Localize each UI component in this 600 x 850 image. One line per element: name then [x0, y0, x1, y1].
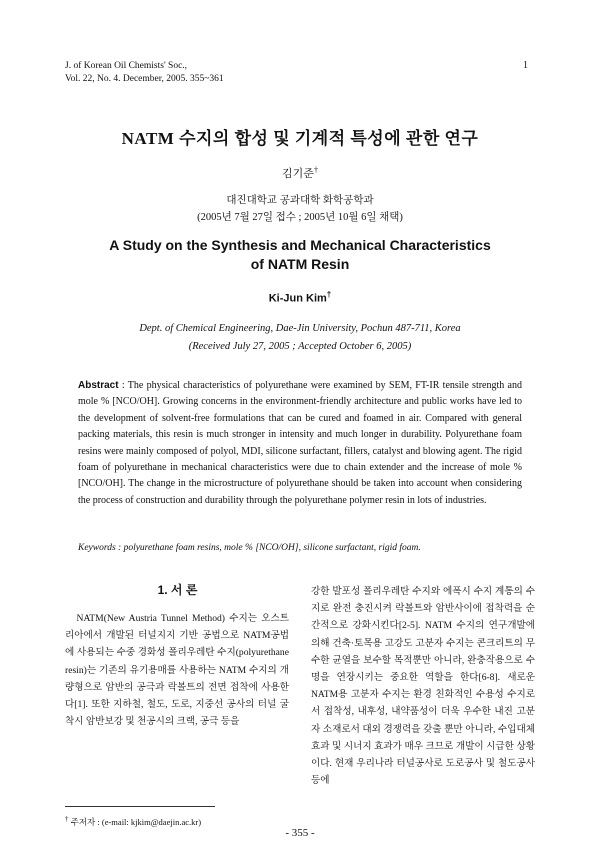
footnote [65, 815, 201, 828]
korean-author-name: 김기준 [282, 168, 314, 180]
journal-name: J. of Korean Oil Chemists' Soc., [65, 61, 188, 71]
body-column-left [65, 610, 289, 730]
korean-author [0, 165, 600, 181]
abstract [78, 378, 522, 509]
english-dates: (Received July 27, 2005 ; Accepted October 6, 2005) [188, 341, 412, 352]
english-title [0, 236, 600, 274]
footnote-mark: † [65, 815, 69, 823]
section-heading: 1. 서 론 [157, 583, 198, 597]
english-title-line1: A Study on the Synthesis and Mechanical Characteristics [109, 237, 491, 253]
abstract-text: : The physical characteristics of polyurethane were examined by SEM, FT-IR tensile strength and mole % [NCO/OH]. Growing concerns in the environment-friendly architecture and public works have led to the development of solvent-free formulations that can be cured and foamed in air. Compared with general packing materials, this resin is much stronger in intensity and much longer in durability. Polyurethane foam resins were mainly composed of polyol, MDI, silicone surfactant, fillers, catalyst and blowing agent. The rigid foam of polyurethane in mechanical characteristics were due to chain extender and the increase of mole % [NCO/OH]. The change in the microstructure of polyurethane should be taken into account when considering the process of construction and durability through the polyurethane polymer resin in lots of industries. [78, 380, 522, 506]
english-author [0, 290, 600, 305]
footnote-text: 주저자 : (e-mail: kjkim@daejin.ac.kr) [70, 816, 202, 827]
footnote-divider [65, 806, 215, 807]
english-author-name: Ki-Jun Kim [268, 292, 327, 305]
keywords-label: Keywords [78, 543, 116, 553]
keywords-text: : polyurethane foam resins, mole % [NCO/OH], silicone surfactant, rigid foam. [118, 543, 421, 553]
keywords [78, 543, 522, 553]
english-affiliation: Dept. of Chemical Engineering, Dae-Jin University, Pochun 487-711, Korea [139, 323, 461, 334]
korean-affiliation-block [0, 192, 600, 226]
abstract-label: Abstract [78, 380, 119, 391]
body-paragraph: NATM(New Austria Tunnel Method) 수지는 오스트리아에서 개발된 터널지지 기반 공법으로 NATM공법에 사용되는 수중 경화성 폴리우레탄 수지(polyurethane resin)는 기존의 유기용매를 사용하는 NATM 수지의 개량형으로 암반의 공극과 락볼트의 전면 접착에 사용한다[1]. 또한 지하철, 철도, 도로, 지중선 공사의 터널 굴착시 암반보강 및 천공시의 크랙, 공극 등을 [65, 613, 289, 728]
page-number-top: 1 [523, 60, 528, 71]
journal-citation [65, 60, 224, 86]
body-column-right [311, 583, 535, 789]
english-title-line2: of NATM Resin [250, 256, 350, 272]
corresponding-mark: † [313, 165, 318, 175]
korean-dates: (2005년 7월 27일 접수 ; 2005년 10월 6일 채택) [197, 212, 403, 223]
korean-title: NATM 수지의 합성 및 기계적 특성에 관한 연구 [121, 129, 479, 148]
english-affiliation-block [0, 320, 600, 356]
journal-volume: Vol. 22, No. 4. December, 2005. 355~361 [65, 74, 224, 84]
corresponding-mark-en: † [326, 290, 332, 299]
body-paragraph: 강한 발포성 폴리우레탄 수지와 에폭시 수지 계통의 수지로 완전 충진시켜 락볼트와 암반사이에 접착력을 순간적으로 강화시킨다[2-5]. NATM 수지의 연구개발에 의해 건축·토목용 고강도 고분자 수지는 콘크리트의 무수한 균열을 보수할 목적뿐만 아니라, 완충작용으로 수명을 연장시키는 중요한 역할을 한다[6-8]. 새로운 NATM용 고분자 수지는 환경 친화적인 수용성 수지로서 접착성, 내후성, 내약품성이 더욱 우수한 내진 고분자 소재로서 대외 경쟁력을 갖출 뿐만 아니라, 수입대체 효과 및 시너지 효과가 매우 크므로 개발이 시급한 상황이다. 현재 우리나라 터널공사로 도로공사 및 철도공사 등에 [311, 586, 535, 787]
page-number-bottom: - 355 - [285, 827, 315, 839]
korean-affiliation: 대진대학교 공과대학 화학공학과 [226, 195, 374, 206]
